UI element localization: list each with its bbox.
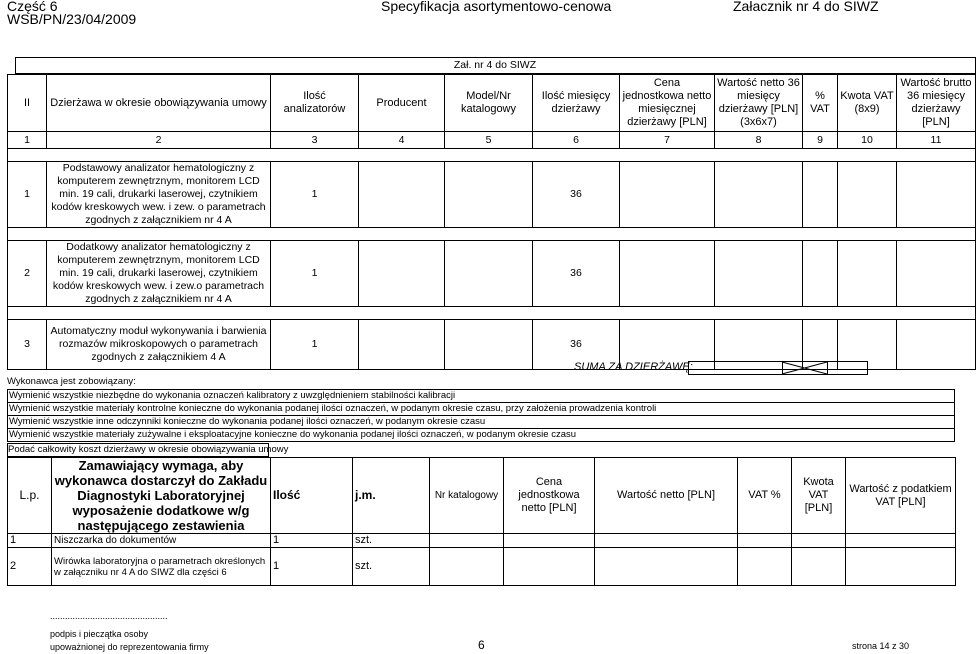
vat-amount-cell[interactable] (792, 548, 846, 586)
sum-box (688, 361, 868, 375)
unit-price-cell[interactable] (504, 548, 595, 586)
col-header: L.p. (8, 458, 52, 534)
column-number: 8 (715, 132, 803, 149)
note-line: Wymienić wszystkie materiały zużywalne i eksploatacyjne konieczne do wykonania podanej ilości oznaczeń, w podanym okresie czasu (7, 428, 955, 442)
row-description: Automatyczny moduł wykonywania i barwienia rozmazów mikroskopowych o parametrach zgodnych z załącznikiem 4 A (47, 320, 271, 370)
vat-rate-cell[interactable] (738, 534, 792, 548)
col-header: Kwota VAT (8x9) (838, 75, 897, 132)
col-header: Nr katalogowy (430, 458, 504, 534)
vat-rate-cell[interactable] (803, 162, 838, 228)
unit-price-cell[interactable] (504, 534, 595, 548)
header-attachment: Załacznik nr 4 do SIWZ (733, 0, 879, 14)
table-header-row (8, 75, 976, 132)
table-row (8, 162, 976, 228)
row-unit: szt. (353, 534, 430, 548)
column-number: 7 (620, 132, 715, 149)
row-months: 36 (533, 162, 620, 228)
catalog-cell[interactable] (430, 534, 504, 548)
col-header: II (8, 75, 47, 132)
row-quantity: 1 (271, 534, 353, 548)
header-title: Specyfikacja asortymentowo-cenowa (381, 0, 612, 14)
column-number: 9 (803, 132, 838, 149)
col-header: Kwota VAT [PLN] (792, 458, 846, 534)
spacer-row (8, 228, 976, 241)
note-line: Podać całkowity koszt dzierżawy w okresie obowiązywania umowy (8, 444, 289, 455)
page-number: 6 (478, 638, 485, 652)
producent-cell[interactable] (359, 241, 445, 307)
note-line: Wymienić wszystkie inne odczynniki konieczne do wykonania podanej ilości oznaczeń, w podanym okresie czasu (7, 415, 955, 429)
row-months: 36 (533, 241, 620, 307)
row-description: Dodatkowy analizator hematologiczny z komputerem zewnętrznym, monitorem LCD min. 19 cali, drukarki laserowej, czytnikiem kodów kreskowych wew. i zew.o parametrach zgodnych z załącznikiem nr 4 A (47, 241, 271, 307)
vat-rate-cell[interactable] (803, 241, 838, 307)
row-quantity: 1 (271, 320, 359, 370)
col-header: Wartość netto 36 miesięcy dzierżawy [PLN] (3x6x7) (715, 75, 803, 132)
row-unit: szt. (353, 548, 430, 586)
row-item: Niszczarka do dokumentów (52, 534, 271, 548)
header-part: Część 6 (7, 0, 58, 14)
gross-value-cell[interactable] (846, 548, 956, 586)
note-line: Wymienić wszystkie niezbędne do wykonania oznaczeń kalibratory z uwzględnieniem stabilności kalibracji (7, 389, 955, 403)
notes-title: Wykonawca jest zobowiązany: (7, 376, 136, 387)
producent-cell[interactable] (359, 162, 445, 228)
sum-label: SUMA ZA DZIERŻAWĘ: (574, 361, 693, 373)
net-value-cell[interactable] (715, 241, 803, 307)
col-header: j.m. (353, 458, 430, 534)
unit-price-cell[interactable] (620, 162, 715, 228)
gross-value-cell[interactable] (897, 320, 976, 370)
row-quantity: 1 (271, 241, 359, 307)
column-number-row (8, 132, 976, 149)
col-header: Ilość analizatorów (271, 75, 359, 132)
row-item: Wirówka laboratoryjna o parametrach określonych w załączniku nr 4 A do SIWZ dla części 6 (52, 548, 271, 586)
row-description: Podstawowy analizator hematologiczny z komputerem zewnętrznym, monitorem LCD min. 19 cali, drukarki laserowej, czytnikiem kodów kreskowych wew. i zew. o parametrach zgodnych z załącznikiem nr 4 A (47, 162, 271, 228)
row-lp: 2 (8, 548, 52, 586)
col-header: Wartość brutto 36 miesięcy dzierżawy [PLN] (897, 75, 976, 132)
equipment-header-row (8, 458, 956, 534)
page-count: strona 14 z 30 (852, 641, 910, 651)
net-value-cell[interactable] (595, 534, 738, 548)
col-header: Wartość netto [PLN] (595, 458, 738, 534)
lease-table (7, 57, 976, 370)
banner: Zał. nr 4 do SIWZ (15, 57, 976, 74)
sum-value-field[interactable] (828, 362, 867, 374)
producent-cell[interactable] (359, 320, 445, 370)
spacer-row (8, 307, 976, 320)
row-lp: 1 (8, 162, 47, 228)
col-header: Producent (359, 75, 445, 132)
vat-amount-cell[interactable] (838, 241, 897, 307)
net-value-cell[interactable] (595, 548, 738, 586)
row-lp: 2 (8, 241, 47, 307)
column-number: 11 (897, 132, 976, 149)
equipment-table (7, 457, 956, 586)
col-header: Cena jednostkowa netto [PLN] (504, 458, 595, 534)
column-number: 1 (8, 132, 47, 149)
catalog-cell[interactable] (445, 320, 533, 370)
row-lp: 1 (8, 534, 52, 548)
cross-out-icon (782, 362, 827, 374)
equipment-row (8, 548, 956, 586)
col-header: Cena jednostkowa netto miesięcznej dzierżawy [PLN] (620, 75, 715, 132)
gross-value-cell[interactable] (897, 241, 976, 307)
row-quantity: 1 (271, 548, 353, 586)
gross-value-cell[interactable] (846, 534, 956, 548)
column-number: 2 (47, 132, 271, 149)
row-lp: 3 (8, 320, 47, 370)
col-header: VAT % (738, 458, 792, 534)
col-header: Dzierżawa w okresie obowiązywania umowy (47, 75, 271, 132)
equipment-row (8, 534, 956, 548)
catalog-cell[interactable] (445, 162, 533, 228)
net-value-cell[interactable] (715, 162, 803, 228)
row-quantity: 1 (271, 162, 359, 228)
unit-price-cell[interactable] (620, 241, 715, 307)
col-header: % VAT (803, 75, 838, 132)
row-months: 36 (533, 320, 620, 370)
vat-amount-cell[interactable] (792, 534, 846, 548)
col-header: Model/Nr katalogowy (445, 75, 533, 132)
catalog-cell[interactable] (445, 241, 533, 307)
spacer-row (8, 149, 976, 162)
column-number: 10 (838, 132, 897, 149)
vat-rate-cell[interactable] (738, 548, 792, 586)
column-number: 3 (271, 132, 359, 149)
signature-caption: podpis i pieczątka osoby (50, 629, 149, 639)
gross-value-cell[interactable] (897, 162, 976, 228)
header-reference: WSB/PN/23/04/2009 (7, 11, 137, 27)
column-number: 6 (533, 132, 620, 149)
col-header: Wartość z podatkiem VAT [PLN] (846, 458, 956, 534)
catalog-cell[interactable] (430, 548, 504, 586)
signature-caption: upoważnionej do reprezentowania firmy (50, 642, 209, 652)
signature-dots: ............................................... (50, 611, 168, 621)
col-header: Zamawiający wymaga, aby wykonawca dostarczył do Zakładu Diagnostyki Laboratoryjnej wyposażenie dodatkowe w/g następującego zestawienia (52, 458, 271, 534)
table-row (8, 241, 976, 307)
col-header: Ilość (271, 458, 353, 534)
vat-amount-cell[interactable] (838, 162, 897, 228)
column-number: 5 (445, 132, 533, 149)
note-line: Wymienić wszystkie materiały kontrolne konieczne do wykonania podanej ilości oznaczeń, w podanym okresie czasu, przy założenia prowadzenia kontroli (7, 402, 955, 416)
col-header: Ilość miesięcy dzierżawy (533, 75, 620, 132)
banner-row (8, 57, 976, 75)
column-number: 4 (359, 132, 445, 149)
